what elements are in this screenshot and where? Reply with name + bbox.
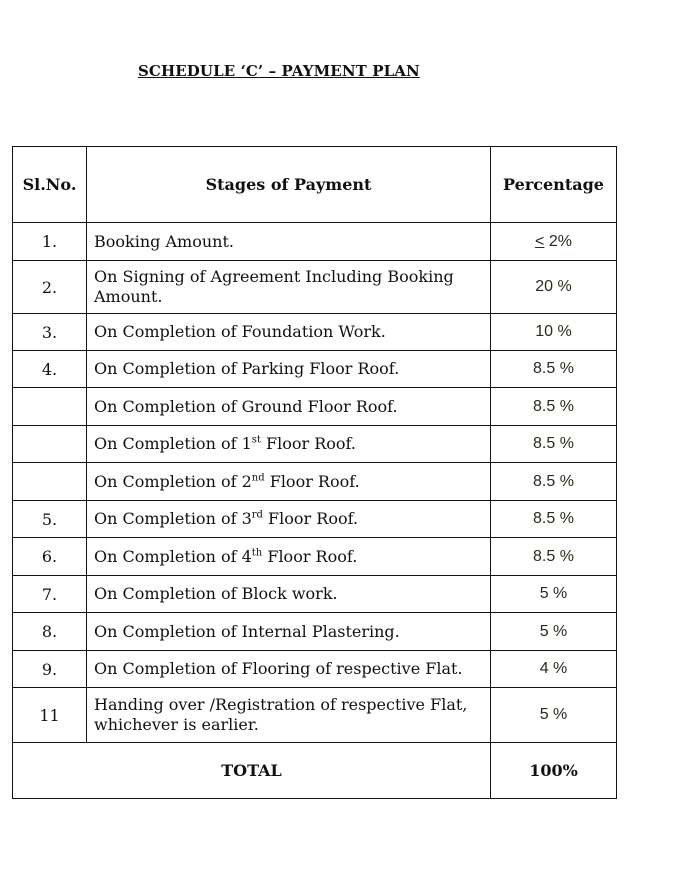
table-row <box>13 351 617 388</box>
row-sl-no: 7. <box>13 576 87 613</box>
stage-text-after: Floor Roof. <box>262 509 359 528</box>
stage-text: On Signing of Agreement Including Booking Amount. <box>94 267 454 306</box>
stage-text: On Completion of Ground Floor Roof. <box>94 396 398 416</box>
table-row <box>13 576 617 613</box>
stage-text-after: Floor Roof. <box>262 546 358 566</box>
stage-text: On Completion of 1 <box>94 434 252 453</box>
row-sl-no <box>13 426 87 463</box>
payment-plan-table <box>12 146 617 799</box>
percentage-value: 5 % <box>539 622 568 640</box>
table-row <box>13 314 617 351</box>
table-row <box>13 688 617 743</box>
row-percentage <box>491 426 617 463</box>
row-percentage <box>491 613 617 651</box>
table-row <box>13 261 617 314</box>
ordinal-suffix: nd <box>251 472 265 484</box>
row-sl-no: 9. <box>13 651 87 688</box>
row-stage <box>87 223 491 261</box>
stage-text: On Completion of Block work. <box>94 584 338 603</box>
row-percentage <box>491 223 617 261</box>
percentage-value: 2% <box>544 232 572 250</box>
row-percentage <box>491 261 617 314</box>
stage-text: On Completion of Flooring of respective Flat. <box>94 659 463 678</box>
row-percentage <box>491 314 617 351</box>
stage-text: Handing over /Registration of respective Flat, whichever is earlier. <box>94 695 468 734</box>
stage-text: On Completion of Parking Floor Roof. <box>94 359 400 378</box>
table-row <box>13 613 617 651</box>
row-percentage <box>491 463 617 501</box>
table-row <box>13 538 617 576</box>
total-row <box>13 743 617 799</box>
row-sl-no: 2. <box>13 261 87 314</box>
row-stage <box>87 388 491 426</box>
header-stages: Stages of Payment <box>87 147 491 223</box>
row-stage <box>87 463 491 501</box>
row-percentage <box>491 388 617 426</box>
percentage-value: 5 % <box>539 706 568 723</box>
row-percentage <box>491 651 617 688</box>
ordinal-suffix: rd <box>251 509 263 521</box>
table-row <box>13 651 617 688</box>
percentage-value: 20 % <box>535 278 572 295</box>
row-stage <box>87 613 491 651</box>
stage-text: On Completion of Foundation Work. <box>94 322 386 341</box>
row-stage <box>87 426 491 463</box>
table-row <box>13 388 617 426</box>
row-stage <box>87 688 491 743</box>
table-row <box>13 501 617 538</box>
row-sl-no: 5. <box>13 501 87 538</box>
percentage-value: 4 % <box>539 660 568 677</box>
percentage-value: 5 % <box>539 585 568 602</box>
row-stage <box>87 538 491 576</box>
table-row <box>13 223 617 261</box>
stage-text: Booking Amount. <box>94 231 234 251</box>
row-stage <box>87 501 491 538</box>
stage-text: On Completion of 3 <box>94 509 252 528</box>
percentage-value: 10 % <box>535 323 572 340</box>
row-sl-no <box>13 388 87 426</box>
total-percentage: 100% <box>491 743 617 799</box>
ordinal-suffix: th <box>251 547 263 559</box>
stage-text-after: Floor Roof. <box>264 471 360 491</box>
row-sl-no: 1. <box>13 223 87 261</box>
header-sl-no: Sl.No. <box>13 147 87 223</box>
table-row <box>13 426 617 463</box>
percentage-value: 8.5 % <box>533 397 574 415</box>
row-sl-no: 11 <box>13 688 87 743</box>
less-than-symbol: < <box>535 232 545 250</box>
row-percentage <box>491 351 617 388</box>
percentage-value: 8.5 % <box>533 547 574 565</box>
percentage-value: 8.5 % <box>533 472 574 490</box>
stage-text: On Completion of Internal Plastering. <box>94 621 400 641</box>
row-stage <box>87 576 491 613</box>
document-title: SCHEDULE ‘C’ – PAYMENT PLAN <box>138 62 420 80</box>
row-percentage <box>491 688 617 743</box>
stage-text-after: Floor Roof. <box>260 434 356 453</box>
percentage-value: 8.5 % <box>533 360 574 377</box>
row-sl-no <box>13 463 87 501</box>
stage-text: On Completion of 2 <box>94 471 252 491</box>
ordinal-suffix: st <box>251 434 261 446</box>
table-row <box>13 463 617 501</box>
row-stage <box>87 314 491 351</box>
row-stage <box>87 351 491 388</box>
row-sl-no: 3. <box>13 314 87 351</box>
row-sl-no: 4. <box>13 351 87 388</box>
header-row <box>13 147 617 223</box>
row-stage <box>87 261 491 314</box>
header-percentage: Percentage <box>491 147 617 223</box>
row-percentage <box>491 576 617 613</box>
row-sl-no: 8. <box>13 613 87 651</box>
percentage-value: 8.5 % <box>533 510 574 527</box>
percentage-value: 8.5 % <box>533 435 574 452</box>
row-stage <box>87 651 491 688</box>
row-sl-no: 6. <box>13 538 87 576</box>
row-percentage <box>491 538 617 576</box>
row-percentage <box>491 501 617 538</box>
stage-text: On Completion of 4 <box>94 546 252 566</box>
total-label: TOTAL <box>13 743 491 799</box>
